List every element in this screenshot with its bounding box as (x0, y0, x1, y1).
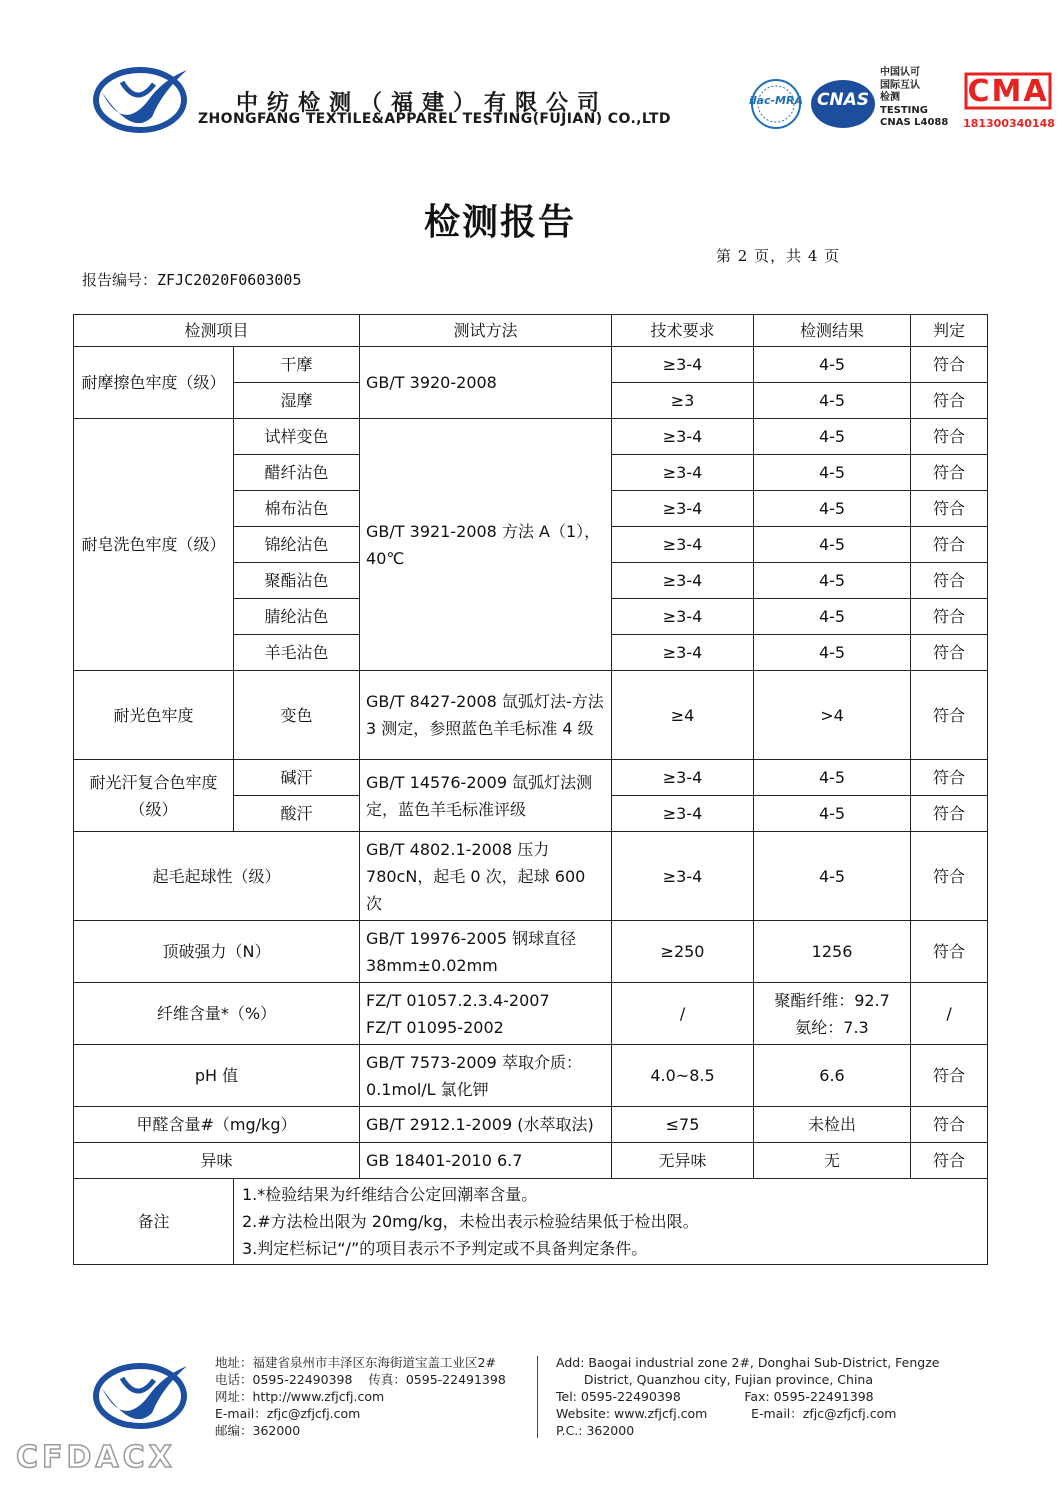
company-logo (92, 62, 192, 134)
test-results-table (73, 314, 988, 1265)
result-cell: 4-5 (754, 635, 911, 671)
judgement-cell: 符合 (911, 1107, 988, 1143)
result-cell: 无 (754, 1143, 911, 1179)
result-cell: 4-5 (754, 760, 911, 796)
sub-item: 碱汗 (234, 760, 360, 796)
pilling-label: 起毛起球性（级） (74, 832, 360, 921)
table-row (74, 983, 988, 1045)
cnas-accreditation-text: 中国认可 国际互认 检测 TESTING CNAS L4088 (880, 67, 949, 128)
footer-contact-cn (215, 1354, 506, 1439)
judgement-cell: 符合 (911, 671, 988, 760)
requirement-cell: ≥3-4 (612, 527, 754, 563)
sub-item: 锦纶沾色 (234, 527, 360, 563)
requirement-cell: ≤75 (612, 1107, 754, 1143)
wash-method: GB/T 3921-2008 方法 A（1），40℃ (360, 419, 612, 671)
sub-item: 棉布沾色 (234, 491, 360, 527)
fiber-result-line: 聚酯纤维：92.7 (774, 990, 890, 1010)
burst-method: GB/T 19976-2005 钢球直径 38mm±0.02mm (360, 921, 612, 983)
header-method: 测试方法 (360, 315, 612, 347)
judgement-cell: 符合 (911, 1045, 988, 1107)
table-row (74, 419, 988, 455)
remarks-content (234, 1179, 988, 1265)
ph-method: GB/T 7573-2009 萃取介质：0.1mol/L 氯化钾 (360, 1045, 612, 1107)
requirement-cell: ≥3-4 (612, 760, 754, 796)
result-cell: 4-5 (754, 419, 911, 455)
requirement-cell: ≥4 (612, 671, 754, 760)
judgement-cell: 符合 (911, 760, 988, 796)
page-indicator: 第 2 页，共 4 页 (716, 247, 841, 265)
footer-line: Tel: 0595-22490398 Fax: 0595-22491398 (556, 1389, 874, 1404)
wash-label: 耐皂洗色牢度（级） (74, 419, 234, 671)
table-row (74, 671, 988, 760)
fiber-method-line: FZ/T 01057.2.3.4-2007 (366, 990, 550, 1010)
requirement-cell: ≥3-4 (612, 832, 754, 921)
result-cell: 4-5 (754, 832, 911, 921)
judgement-cell: 符合 (911, 635, 988, 671)
judgement-cell: 符合 (911, 347, 988, 383)
footer-line: P.C.: 362000 (556, 1423, 635, 1438)
formaldehyde-method: GB/T 2912.1-2009 (水萃取法) (360, 1107, 612, 1143)
judgement-cell: 符合 (911, 921, 988, 983)
requirement-cell: ≥3-4 (612, 347, 754, 383)
rub-label: 耐摩擦色牢度（级） (74, 347, 234, 419)
requirement-cell: ≥3-4 (612, 635, 754, 671)
fiber-method (360, 983, 612, 1045)
requirement-cell: ≥3-4 (612, 563, 754, 599)
footer-contact-en (556, 1354, 939, 1439)
table-row (74, 347, 988, 383)
judgement-cell: 符合 (911, 527, 988, 563)
header-judgement: 判定 (911, 315, 988, 347)
header-requirement: 技术要求 (612, 315, 754, 347)
requirement-cell: 无异味 (612, 1143, 754, 1179)
result-cell: 4-5 (754, 383, 911, 419)
sub-item: 腈纶沾色 (234, 599, 360, 635)
judgement-cell: / (911, 983, 988, 1045)
result-cell: 6.6 (754, 1045, 911, 1107)
footer-line: District, Quanzhou city, Fujian province, China (556, 1372, 874, 1387)
company-name-en: ZHONGFANG TEXTILE&APPAREL TESTING(FUJIAN) CO.,LTD (198, 111, 671, 127)
ilac-mra-label: ilac-MRA (749, 94, 803, 107)
requirement-cell: ≥3-4 (612, 419, 754, 455)
result-cell: >4 (754, 671, 911, 760)
result-cell: 4-5 (754, 563, 911, 599)
header-item: 检测项目 (74, 315, 360, 347)
fiber-label: 纤维含量*（%） (74, 983, 360, 1045)
cma-number: 181300340148 (963, 117, 1055, 130)
footer-line: 电话：0595-22490398 传真：0595-22491398 (215, 1372, 506, 1387)
judgement-cell: 符合 (911, 599, 988, 635)
table-row (74, 832, 988, 921)
sub-item: 醋纤沾色 (234, 455, 360, 491)
remarks-row (74, 1179, 988, 1265)
table-header-row (74, 315, 988, 347)
judgement-cell: 符合 (911, 563, 988, 599)
result-cell: 4-5 (754, 455, 911, 491)
company-name-cn: 中纺检测（福建）有限公司 (236, 91, 609, 116)
remark-line: 1.*检验结果为纤维结合公定回潮率含量。 (242, 1185, 538, 1204)
result-cell: 未检出 (754, 1107, 911, 1143)
requirement-cell: ≥3-4 (612, 796, 754, 832)
footer-line: 网址：http://www.zfjcfj.com (215, 1389, 385, 1404)
fiber-result-line: 氨纶：7.3 (795, 1017, 869, 1037)
rub-method: GB/T 3920-2008 (360, 347, 612, 419)
result-cell: 4-5 (754, 527, 911, 563)
requirement-cell: ≥3 (612, 383, 754, 419)
judgement-cell: 符合 (911, 1143, 988, 1179)
ph-label: pH 值 (74, 1045, 360, 1107)
sweat-method: GB/T 14576-2009 氙弧灯法测定，蓝色羊毛标准评级 (360, 760, 612, 832)
remark-line: 3.判定栏标记“/”的项目表示不予判定或不具备判定条件。 (242, 1239, 648, 1258)
sub-item: 酸汗 (234, 796, 360, 832)
judgement-cell: 符合 (911, 419, 988, 455)
light-method: GB/T 8427-2008 氙弧灯法-方法 3 测定，参照蓝色羊毛标准 4 级 (360, 671, 612, 760)
requirement-cell: ≥250 (612, 921, 754, 983)
cma-label: CMA (967, 74, 1049, 109)
judgement-cell: 符合 (911, 383, 988, 419)
requirement-cell: ≥3-4 (612, 599, 754, 635)
sub-item: 羊毛沾色 (234, 635, 360, 671)
report-title: 检测报告 (423, 202, 576, 243)
judgement-cell: 符合 (911, 796, 988, 832)
requirement-cell: / (612, 983, 754, 1045)
light-label: 耐光色牢度 (74, 671, 234, 760)
judgement-cell: 符合 (911, 455, 988, 491)
requirement-cell: ≥3-4 (612, 491, 754, 527)
table-row (74, 1143, 988, 1179)
sweat-label: 耐光汗复合色牢度（级） (74, 760, 234, 832)
sub-item: 干摩 (234, 347, 360, 383)
footer-line: Add: Baogai industrial zone 2#, Donghai Sub-District, Fengze (556, 1355, 940, 1370)
result-cell: 4-5 (754, 796, 911, 832)
result-cell: 1256 (754, 921, 911, 983)
watermark: CFDACX (16, 1440, 176, 1475)
judgement-cell: 符合 (911, 491, 988, 527)
remark-line: 2.#方法检出限为 20mg/kg，未检出表示检验结果低于检出限。 (242, 1212, 699, 1231)
footer-line: E-mail：zfjc@zfjcfj.com (215, 1406, 361, 1421)
footer-line: Website: www.zfjcfj.com E-mail：zfjc@zfjcfj.com (556, 1406, 897, 1421)
sub-item: 试样变色 (234, 419, 360, 455)
footer-line: 地址：福建省泉州市丰泽区东海街道宝盖工业区2# (215, 1355, 496, 1370)
table-row (74, 760, 988, 796)
judgement-cell: 符合 (911, 832, 988, 921)
result-cell: 4-5 (754, 347, 911, 383)
fiber-method-line: FZ/T 01095-2002 (366, 1017, 504, 1037)
footer-line: 邮编：362000 (215, 1423, 301, 1438)
table-row (74, 921, 988, 983)
result-cell (754, 983, 911, 1045)
sub-item: 变色 (234, 671, 360, 760)
burst-label: 顶破强力（N） (74, 921, 360, 983)
report-number: 报告编号：ZFJC2020F0603005 (82, 271, 302, 289)
formaldehyde-label: 甲醛含量#（mg/kg） (74, 1107, 360, 1143)
cnas-label: CNAS (816, 90, 870, 110)
footer-logo (92, 1358, 192, 1430)
table-row (74, 1107, 988, 1143)
odor-method: GB 18401-2010 6.7 (360, 1143, 612, 1179)
header-result: 检测结果 (754, 315, 911, 347)
result-cell: 4-5 (754, 491, 911, 527)
pilling-method: GB/T 4802.1-2008 压力 780cN，起毛 0 次，起球 600 次 (360, 832, 612, 921)
table-row (74, 1045, 988, 1107)
odor-label: 异味 (74, 1143, 360, 1179)
sub-item: 聚酯沾色 (234, 563, 360, 599)
requirement-cell: ≥3-4 (612, 455, 754, 491)
remarks-label: 备注 (74, 1179, 234, 1265)
result-cell: 4-5 (754, 599, 911, 635)
footer-divider (537, 1356, 538, 1438)
sub-item: 湿摩 (234, 383, 360, 419)
requirement-cell: 4.0~8.5 (612, 1045, 754, 1107)
